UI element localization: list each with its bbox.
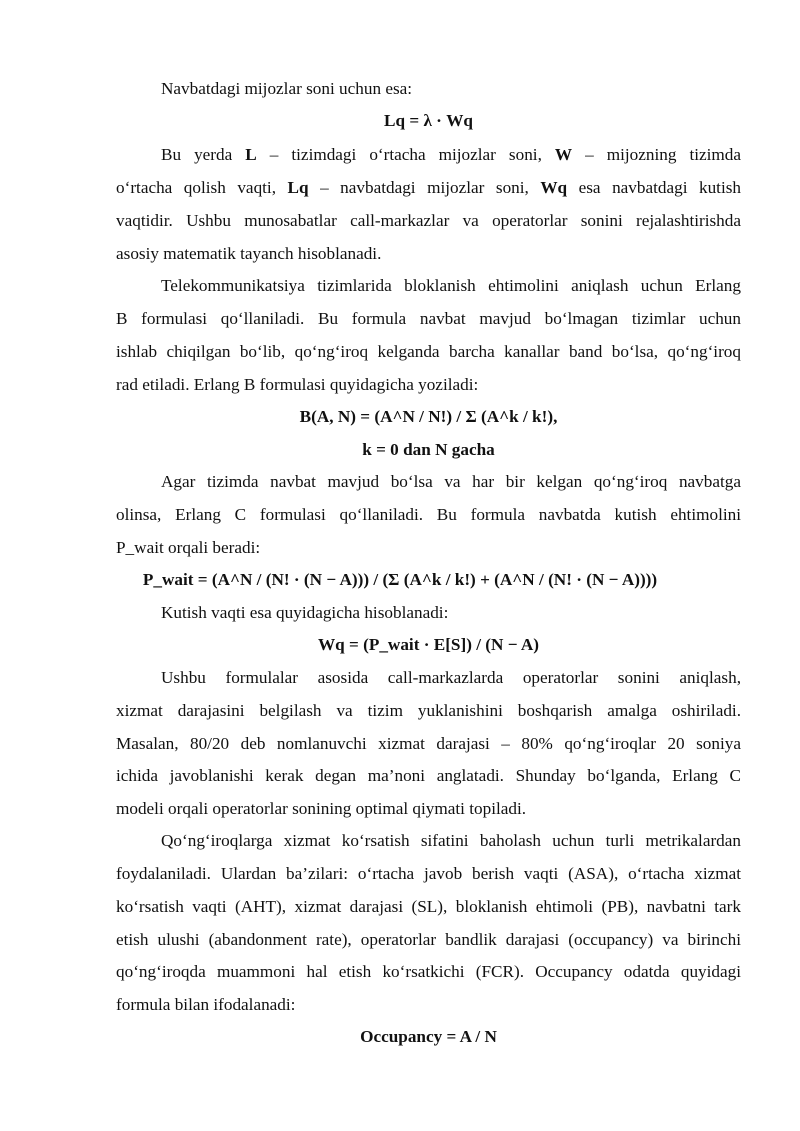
text-line: asosiy matematik tayanch hisoblanadi. bbox=[116, 244, 382, 263]
text-line: xizmat darajasini belgilash va tizim yuklanishini boshqarish amalga oshiriladi. bbox=[116, 701, 741, 720]
text-line: modeli orqali operatorlar sonining optimal qiymati topiladi. bbox=[116, 799, 527, 818]
text-span: esa navbatdagi kutish bbox=[567, 178, 741, 197]
text-line: olinsa, Erlang C formulasi qo‘llaniladi. Bu formula navbatda kutish ehtimolini bbox=[116, 505, 741, 524]
symbol-l: L bbox=[245, 145, 257, 164]
formula-erlang-b: B(A, N) = (A^N / N!) / Σ (A^k / k!), bbox=[299, 407, 558, 426]
text-span: – mijozning tizimda bbox=[572, 145, 741, 164]
text-span: – navbatdagi mijozlar soni, bbox=[308, 178, 541, 197]
text-line: Navbatdagi mijozlar soni uchun esa: bbox=[161, 79, 413, 98]
text-line: Agar tizimda navbat mavjud bo‘lsa va har bir kelgan qo‘ng‘iroq navbatga bbox=[161, 472, 741, 491]
symbol-wq: Wq bbox=[540, 178, 568, 197]
text-line: vaqtidir. Ushbu munosabatlar call-markazlar va operatorlar sonini rejalashtirishda bbox=[116, 211, 741, 230]
text-line: Kutish vaqti esa quyidagicha hisoblanadi: bbox=[161, 603, 449, 622]
formula-wq: Wq = (P_wait · E[S]) / (N − A) bbox=[317, 635, 540, 654]
symbol-lq: Lq bbox=[287, 178, 309, 197]
text-line: Qo‘ng‘iroqlarga xizmat ko‘rsatish sifatini baholash uchun turli metrikalardan bbox=[161, 831, 741, 850]
text-line: ko‘rsatish vaqti (AHT), xizmat darajasi (SL), bloklanish ehtimoli (PB), navbatni tark bbox=[116, 897, 741, 916]
text-line: B formulasi qo‘llaniladi. Bu formula navbat mavjud bo‘lmagan tizimlar uchun bbox=[116, 309, 741, 328]
formula-lq: Lq = λ · Wq bbox=[384, 111, 473, 130]
symbol-w: W bbox=[554, 145, 573, 164]
formula-pwait: P_wait = (A^N / (N! · (N − A))) / (Σ (A^k / k!) + (A^N / (N! · (N − A)))) bbox=[142, 570, 658, 589]
text-line: rad etiladi. Erlang B formulasi quyidagicha yoziladi: bbox=[116, 375, 479, 394]
text-line: P_wait orqali beradi: bbox=[116, 538, 261, 557]
text-line: etish ulushi (abandonment rate), operatorlar bandlik darajasi (occupancy) va birinchi bbox=[116, 930, 741, 949]
text-line bbox=[116, 177, 741, 199]
text-line: foydalaniladi. Ulardan ba’zilari: o‘rtacha javob berish vaqti (ASA), o‘rtacha xizmat bbox=[116, 864, 741, 883]
text-span: o‘rtacha qolish vaqti, bbox=[116, 178, 288, 197]
text-span: – tizimdagi o‘rtacha mijozlar soni, bbox=[256, 145, 555, 164]
text-line: Telekommunikatsiya tizimlarida bloklanish ehtimolini aniqlash uchun Erlang bbox=[161, 276, 741, 295]
text-line: Masalan, 80/20 deb nomlanuvchi xizmat darajasi – 80% qo‘ng‘iroqlar 20 soniya bbox=[116, 734, 741, 753]
text-line: ishlab chiqilgan bo‘lib, qo‘ng‘iroq kelganda barcha kanallar band bo‘lsa, qo‘ng‘iroq bbox=[116, 342, 741, 361]
text-line: ichida javoblanishi kerak degan ma’noni anglatadi. Shunday bo‘lganda, Erlang C bbox=[116, 766, 741, 785]
text-span: Bu yerda bbox=[161, 145, 246, 164]
text-line: Ushbu formulalar asosida call-markazlarda operatorlar sonini aniqlash, bbox=[161, 668, 741, 687]
text-line bbox=[116, 144, 741, 166]
text-line: formula bilan ifodalanadi: bbox=[116, 995, 296, 1014]
formula-occupancy: Occupancy = A / N bbox=[360, 1027, 497, 1046]
formula-erlang-b-range: k = 0 dan N gacha bbox=[362, 440, 495, 459]
text-line: qo‘ng‘iroqda muammoni hal etish ko‘rsatkichi (FCR). Occupancy odatda quyidagi bbox=[116, 962, 741, 981]
